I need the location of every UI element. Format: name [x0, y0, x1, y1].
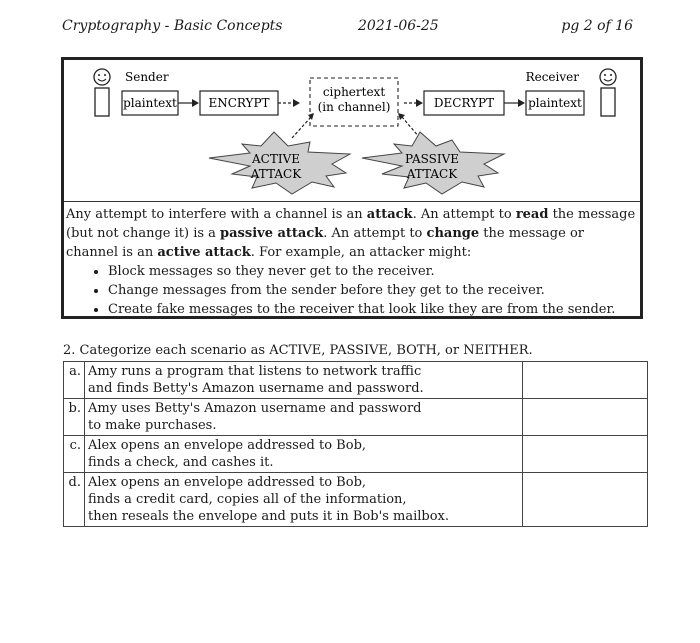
row-letter: d. — [64, 473, 85, 527]
scenario-line: finds a credit card, copies all of the information, — [88, 492, 407, 507]
list-item: • Create fake messages to the receiver that look like they are from the sender. — [108, 300, 636, 319]
receiver-figure-icon — [600, 69, 616, 116]
attack-examples-list — [66, 262, 636, 319]
scenario-line: to make purchases. — [88, 418, 217, 433]
answer-cell[interactable] — [523, 473, 648, 527]
scenario-table — [63, 361, 648, 527]
sender-figure-icon — [94, 69, 110, 116]
term-active-attack: active attack — [157, 245, 251, 260]
scenario-description — [85, 473, 523, 527]
concept-box — [61, 57, 643, 319]
scenario-line: Amy runs a program that listens to network traffic — [88, 364, 422, 379]
question-prompt: 2. Categorize each scenario as ACTIVE, PASSIVE, BOTH, or NEITHER. — [63, 343, 533, 358]
answer-cell[interactable] — [523, 399, 648, 436]
active-attack-line2: ATTACK — [250, 167, 302, 181]
explanation-paragraph — [66, 205, 636, 262]
answer-cell[interactable] — [523, 362, 648, 399]
explanation-text: the message or channel is an — [66, 226, 584, 260]
plaintext-left-label: plaintext — [123, 96, 177, 110]
box-divider — [64, 201, 640, 202]
scenario-description — [85, 399, 523, 436]
in-channel-label: (in channel) — [317, 100, 391, 114]
passive-attack-line2: ATTACK — [406, 167, 458, 181]
encrypt-label: ENCRYPT — [208, 96, 270, 110]
explanation-text: . For example, an attacker might: — [250, 245, 472, 260]
row-letter: a. — [64, 362, 85, 399]
scenario-line: Alex opens an envelope addressed to Bob, — [88, 438, 367, 453]
active-attack-line1: ACTIVE — [251, 152, 301, 166]
scenario-line: then reseals the envelope and puts it in Bob's mailbox. — [88, 509, 449, 524]
scenario-line: finds a check, and cashes it. — [88, 455, 274, 470]
term-attack: attack — [366, 207, 413, 222]
explanation-text: Any attempt to interfere with a channel is an — [66, 207, 367, 222]
page-header — [0, 18, 700, 38]
term-change: change — [426, 226, 480, 241]
explanation-text: . An attempt to — [323, 226, 427, 241]
plaintext-right-label: plaintext — [528, 96, 582, 110]
attack-explanation — [66, 205, 636, 319]
scenario-line: Amy uses Betty's Amazon username and password — [88, 401, 422, 416]
document-date: 2021-06-25 — [358, 18, 439, 34]
term-read: read — [515, 207, 549, 222]
row-letter: b. — [64, 399, 85, 436]
scenario-line: Alex opens an envelope addressed to Bob, — [88, 475, 367, 490]
sender-label: Sender — [125, 70, 169, 84]
scenario-description — [85, 362, 523, 399]
ciphertext-label: ciphertext — [322, 85, 386, 99]
passive-attack-line1: PASSIVE — [404, 152, 460, 166]
scenario-description — [85, 436, 523, 473]
row-letter: c. — [64, 436, 85, 473]
page-number: pg 2 of 16 — [561, 18, 633, 34]
attack-diagram — [64, 60, 640, 202]
explanation-text: the message (but not change it) is a — [66, 207, 636, 241]
answer-cell[interactable] — [523, 436, 648, 473]
document-title: Cryptography - Basic Concepts — [62, 18, 283, 34]
table-row — [64, 473, 648, 527]
term-passive-attack: passive attack — [220, 226, 324, 241]
table-row — [64, 362, 648, 399]
table-row — [64, 436, 648, 473]
list-item: • Block messages so they never get to the receiver. — [108, 262, 636, 281]
receiver-label: Receiver — [525, 70, 579, 84]
list-item: • Change messages from the sender before they get to the receiver. — [108, 281, 636, 300]
scenario-line: and finds Betty's Amazon username and password. — [88, 381, 424, 396]
explanation-text: . An attempt to — [412, 207, 516, 222]
decrypt-label: DECRYPT — [433, 96, 495, 110]
table-row — [64, 399, 648, 436]
